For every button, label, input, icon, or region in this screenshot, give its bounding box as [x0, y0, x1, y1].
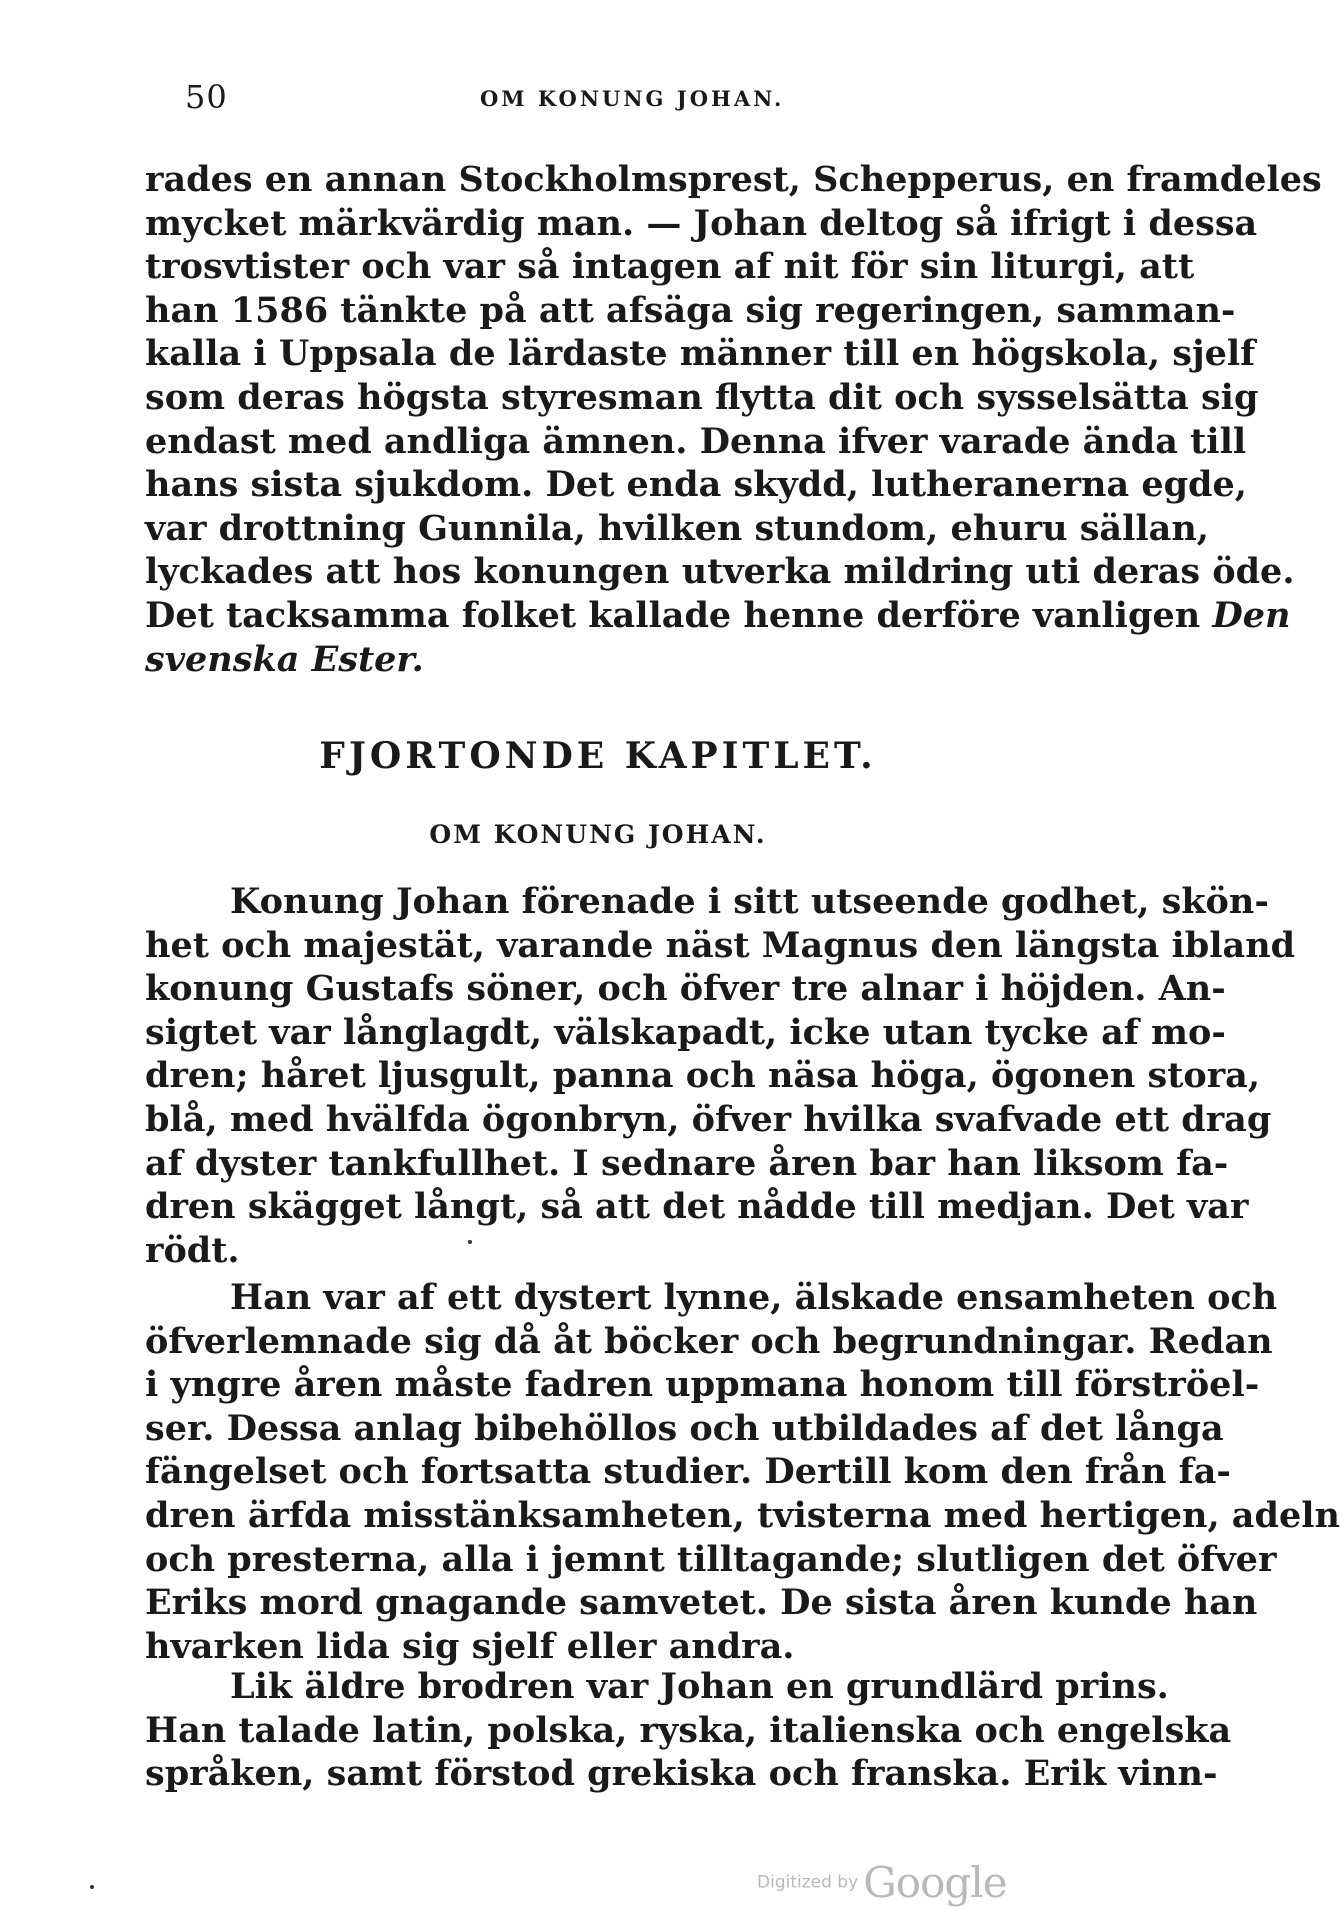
text-line: Konung Johan förenade i sitt utseende godhet, skön-	[230, 881, 1269, 922]
text-line: Han talade latin, polska, ryska, italienska och engelska	[145, 1709, 1232, 1751]
chapter-title: FJORTONDE KAPITLET.	[319, 735, 877, 777]
text-line: af dyster tankfullhet. I sednare åren bar han liksom fa-	[145, 1142, 1229, 1184]
print-speck	[468, 1240, 472, 1244]
text-line: fängelset och fortsatta studier. Dertill kom den från fa-	[145, 1451, 1231, 1493]
text-line: och presterna, alla i jemnt tilltagande; slutligen det öfver	[145, 1538, 1277, 1580]
text-line: Eriks mord gnagande samvetet. De sista åren kunde han	[145, 1582, 1258, 1624]
text-line: endast med andliga ämnen. Denna ifver varade ända till	[145, 420, 1247, 462]
paragraph-3	[145, 1276, 1340, 1668]
text-line: Han var af ett dystert lynne, älskade ensamheten och	[230, 1277, 1278, 1318]
text-line: het och majestät, varande näst Magnus den längsta ibland	[145, 924, 1296, 966]
italic-phrase-start: Den	[1212, 594, 1291, 636]
text-line: kalla i Uppsala de lärdaste männer till en högskola, sjelf	[145, 333, 1256, 375]
text-line: öfverlemnade sig då åt böcker och begrundningar. Redan	[145, 1320, 1273, 1362]
digitized-watermark	[757, 1858, 1007, 1907]
paragraph-2	[145, 880, 1296, 1272]
text-line: språken, samt förstod grekiska och franska. Erik vinn-	[145, 1753, 1218, 1795]
text-line: Det tacksamma folket kallade henne derföre vanligen	[145, 594, 1201, 636]
paragraph-1	[145, 158, 1322, 681]
watermark-prefix: Digitized by	[757, 1872, 859, 1893]
text-line: dren; håret ljusgult, panna och näsa höga, ögonen stora,	[145, 1055, 1261, 1097]
text-line: hans sista sjukdom. Det enda skydd, lutheranerna egde,	[145, 464, 1247, 506]
text-line: lyckades att hos konungen utverka mildring uti deras öde.	[145, 551, 1295, 593]
google-logo: Google	[863, 1858, 1007, 1907]
italic-phrase-end: svenska Ester.	[145, 638, 424, 680]
text-line: rödt.	[145, 1229, 240, 1271]
page-number: 50	[185, 78, 228, 116]
text-line: som deras högsta styresman flytta dit och sysselsätta sig	[145, 376, 1259, 418]
text-line-with-italic	[145, 594, 1291, 638]
text-line: sigtet var långlagdt, välskapadt, icke utan tycke af mo-	[145, 1011, 1226, 1053]
text-line: rades en annan Stockholmsprest, Schepperus, en framdeles	[145, 159, 1322, 200]
page-header	[185, 78, 1065, 128]
text-line: konung Gustafs söner, och öfver tre alnar i höjden. An-	[145, 968, 1226, 1010]
text-line: hvarken lida sig sjelf eller andra.	[145, 1625, 795, 1667]
chapter-subtitle: OM KONUNG JOHAN.	[429, 820, 767, 849]
text-line: ser. Dessa anlag bibehöllos och utbildades af det långa	[145, 1407, 1224, 1449]
text-line: dren ärfda misstänksamheten, tvisterna med hertigen, adeln	[145, 1494, 1340, 1536]
text-line: i yngre åren måste fadren uppmana honom till förströel-	[145, 1364, 1260, 1406]
running-head: OM KONUNG JOHAN.	[480, 86, 785, 111]
text-line: mycket märkvärdig man. — Johan deltog så ifrigt i dessa	[145, 202, 1258, 244]
print-speck	[90, 1885, 94, 1889]
text-line: han 1586 tänkte på att afsäga sig regeringen, samman-	[145, 289, 1236, 331]
text-line: dren skägget långt, så att det nådde till medjan. Det var	[145, 1186, 1249, 1228]
text-line: var drottning Gunnila, hvilken stundom, ehuru sällan,	[145, 507, 1209, 549]
text-line: Lik äldre brodren var Johan en grundlärd prins.	[230, 1666, 1169, 1707]
paragraph-4	[145, 1665, 1232, 1796]
text-line: trosvtister och var så intagen af nit för sin liturgi, att	[145, 246, 1195, 288]
text-line: blå, med hvälfda ögonbryn, öfver hvilka svafvade ett drag	[145, 1098, 1272, 1140]
text-line-italic	[145, 638, 1100, 682]
